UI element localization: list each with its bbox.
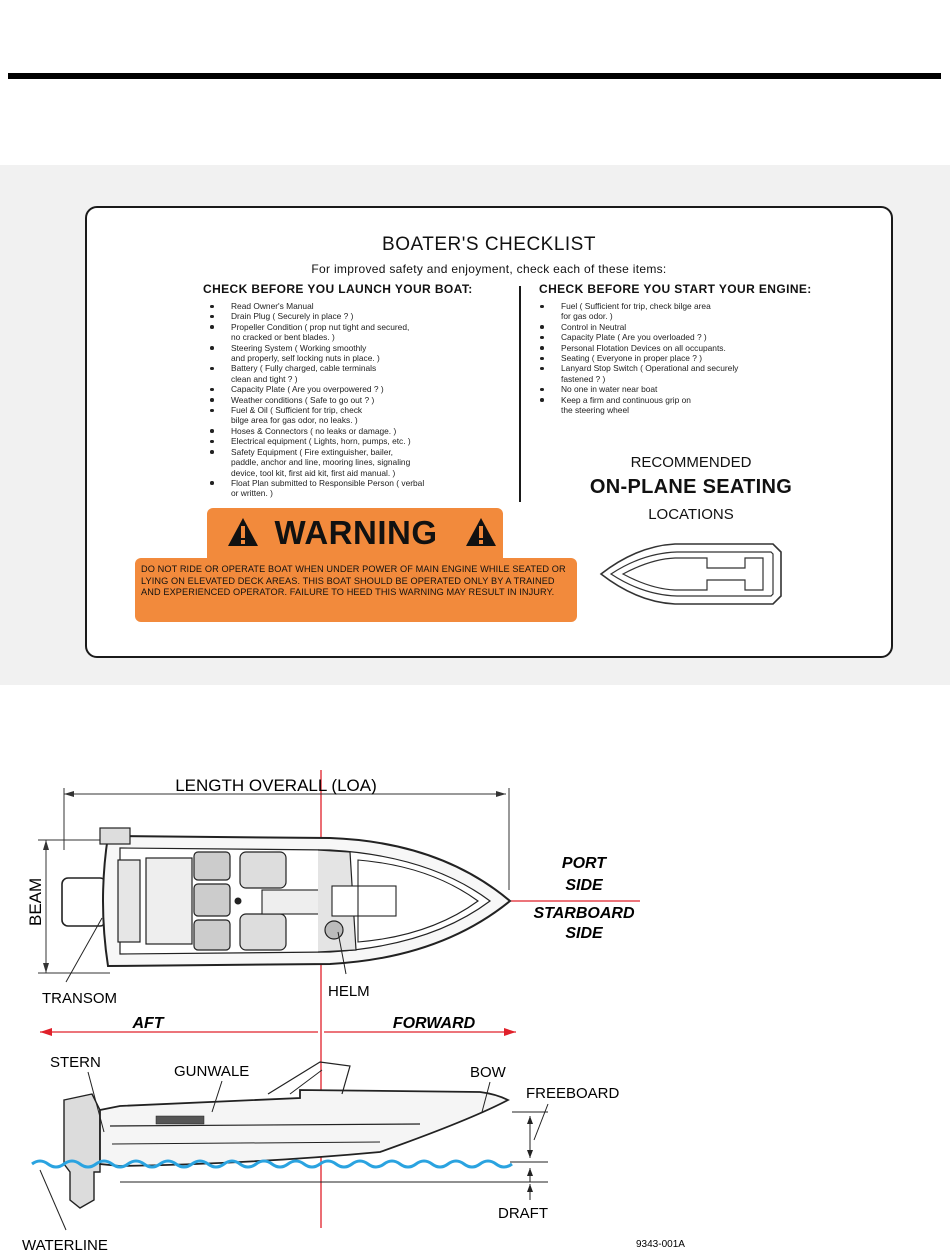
- column-divider: [519, 286, 521, 502]
- arrowhead-icon: [504, 1028, 516, 1036]
- checklist-item: Weather conditions ( Safe to go out ? ): [209, 395, 489, 405]
- bow-label: BOW: [470, 1064, 506, 1081]
- checklist-item: Electrical equipment ( Lights, horn, pumps, etc. ): [209, 436, 489, 446]
- checklist-item: Float Plan submitted to Responsible Person ( verbal or written. ): [209, 478, 489, 499]
- checklist-item: No one in water near boat: [539, 384, 819, 394]
- checklist-item: Keep a firm and continuous grip on the steering wheel: [539, 395, 819, 416]
- checklist-item: Steering System ( Working smoothly and properly, self locking nuts in place. ): [209, 343, 489, 364]
- helm-label: HELM: [328, 983, 370, 1000]
- draft-label: DRAFT: [498, 1205, 548, 1222]
- checklist-item: Control in Neutral: [539, 322, 819, 332]
- waterline-leader: [40, 1170, 66, 1230]
- warning-triangle-icon: [465, 517, 497, 547]
- starboard-label-line2: SIDE: [565, 925, 603, 942]
- warning-label: [135, 508, 577, 622]
- arrowhead-icon: [496, 791, 506, 797]
- recommended-line3: LOCATIONS: [648, 506, 734, 523]
- figure-code: 9343-001A: [636, 1239, 685, 1250]
- arrowhead-icon: [527, 1168, 533, 1176]
- warning-title: WARNING: [274, 514, 438, 551]
- transom-leader: [66, 918, 102, 982]
- freeboard-leader: [534, 1104, 548, 1140]
- boat-top-view: [62, 828, 510, 966]
- checklist-item: Personal Flotation Devices on all occupants.: [539, 343, 819, 353]
- arrowhead-icon: [527, 1116, 533, 1124]
- checklist-item: Capacity Plate ( Are you overpowered ? ): [209, 384, 489, 394]
- boat-side-view: [64, 1062, 508, 1208]
- arrowhead-icon: [43, 963, 49, 973]
- engine-heading: CHECK BEFORE YOU START YOUR ENGINE:: [539, 282, 812, 296]
- beam-label: BEAM: [26, 877, 45, 926]
- freeboard-label: FREEBOARD: [526, 1085, 620, 1102]
- port-label-line1: PORT: [561, 855, 607, 872]
- arrowhead-icon: [527, 1150, 533, 1158]
- loa-label: LENGTH OVERALL (LOA): [175, 776, 377, 795]
- aft-label: AFT: [132, 1015, 164, 1032]
- gunwale-label: GUNWALE: [174, 1063, 250, 1080]
- checklist-item: Safety Equipment ( Fire extinguisher, bailer, paddle, anchor and line, mooring lines, signaling device, tool kit, first aid kit, first aid manual. ): [209, 447, 489, 478]
- recommended-line2: ON-PLANE SEATING: [589, 476, 793, 498]
- transom-label: TRANSOM: [42, 990, 117, 1007]
- checklist-item: Drain Plug ( Securely in place ? ): [209, 311, 489, 321]
- checklist-item: Lanyard Stop Switch ( Operational and securely fastened ? ): [539, 363, 819, 384]
- forward-label: FORWARD: [392, 1015, 476, 1032]
- arrowhead-icon: [43, 840, 49, 850]
- checklist-item: Seating ( Everyone in proper place ? ): [539, 353, 819, 363]
- stern-label: STERN: [50, 1054, 101, 1071]
- arrowhead-icon: [527, 1184, 533, 1192]
- port-label-line2: SIDE: [565, 877, 603, 894]
- starboard-label-line1: STARBOARD: [533, 905, 635, 922]
- checklist-title: BOATER'S CHECKLIST: [382, 234, 596, 255]
- checklist-item: Read Owner's Manual: [209, 301, 489, 311]
- engine-checklist: [539, 301, 819, 415]
- checklist-item: Capacity Plate ( Are you overloaded ? ): [539, 332, 819, 342]
- checklist-item: Fuel & Oil ( Sufficient for trip, check bilge area for gas odor, no leaks. ): [209, 405, 489, 426]
- recommended-line1: RECOMMENDED: [630, 454, 752, 471]
- checklist-item: Fuel ( Sufficient for trip, check bilge area for gas odor. ): [539, 301, 819, 322]
- checklist-item: Battery ( Fully charged, cable terminals clean and tight ? ): [209, 363, 489, 384]
- launch-checklist: [209, 301, 489, 499]
- arrowhead-icon: [40, 1028, 52, 1036]
- launch-heading: CHECK BEFORE YOU LAUNCH YOUR BOAT:: [203, 282, 473, 296]
- checklist-item: Propeller Condition ( prop nut tight and secured, no cracked or bent blades. ): [209, 322, 489, 343]
- arrowhead-icon: [64, 791, 74, 797]
- checklist-subtitle: For improved safety and enjoyment, check each of these items:: [311, 262, 667, 276]
- header-rule: [8, 73, 941, 79]
- boat-terminology-diagram: [0, 760, 950, 1260]
- waterline-label: WATERLINE: [22, 1237, 108, 1254]
- seating-boat-outline: [597, 540, 783, 608]
- boaters-checklist-decal: [85, 206, 893, 658]
- checklist-item: Hoses & Connectors ( no leaks or damage. ): [209, 426, 489, 436]
- warning-text: DO NOT RIDE OR OPERATE BOAT WHEN UNDER POWER OF MAIN ENGINE WHILE SEATED OR LYING ON ELEVATED DECK AREAS. THIS BOAT SHOULD BE OPERATED ONLY BY A TRAINED AND EXPERIENCED OPERATOR. FAILURE TO HEED THIS WARNING MAY RESULT IN INJURY.: [141, 564, 566, 598]
